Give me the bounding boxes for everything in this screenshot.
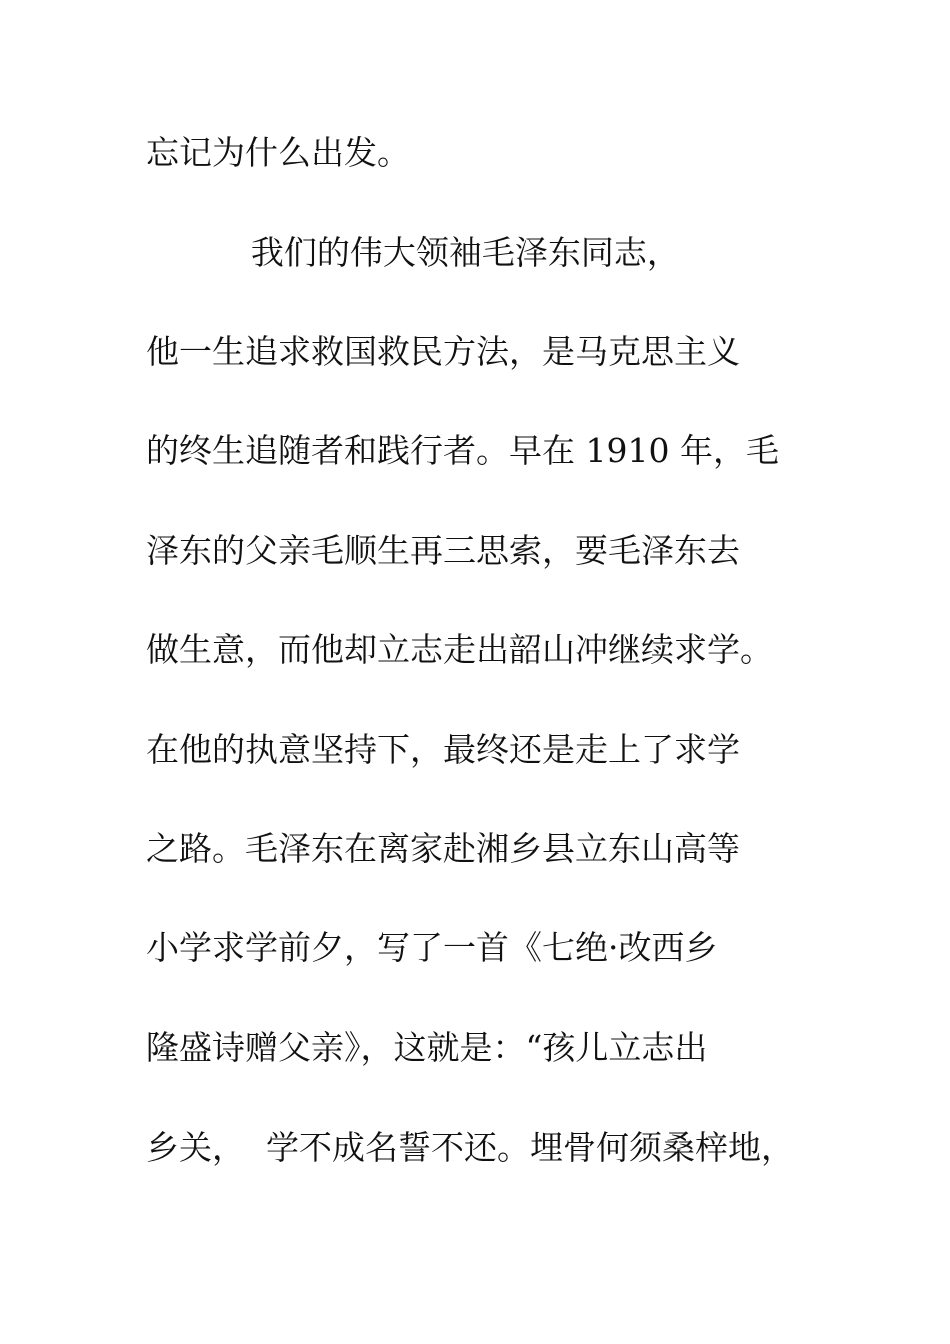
text-line: 在他的执意坚持下，最终还是走上了求学 <box>146 730 740 769</box>
text-line: 泽东的父亲毛顺生再三思索，要毛泽东去 <box>146 531 740 570</box>
text-line: 他一生追求救国救民方法，是马克思主义 <box>146 332 740 371</box>
text-line: 我们的伟大领袖毛泽东同志， <box>146 233 680 272</box>
text-line: 的终生追随者和践行者。早在 1910 年，毛 <box>146 431 779 470</box>
text-line: 忘记为什么出发。 <box>146 133 410 172</box>
text-line: 之路。毛泽东在离家赴湘乡县立东山高等 <box>146 829 740 868</box>
text-line: 做生意，而他却立志走出韶山冲继续求学。 <box>146 630 773 669</box>
text-line: 小学求学前夕，写了一首《七绝·改西乡 <box>146 928 718 967</box>
text-line: 乡关， 学不成名誓不还。埋骨何须桑梓地， <box>146 1128 794 1167</box>
text-line: 隆盛诗赠父亲》，这就是：“孩儿立志出 <box>146 1028 708 1067</box>
